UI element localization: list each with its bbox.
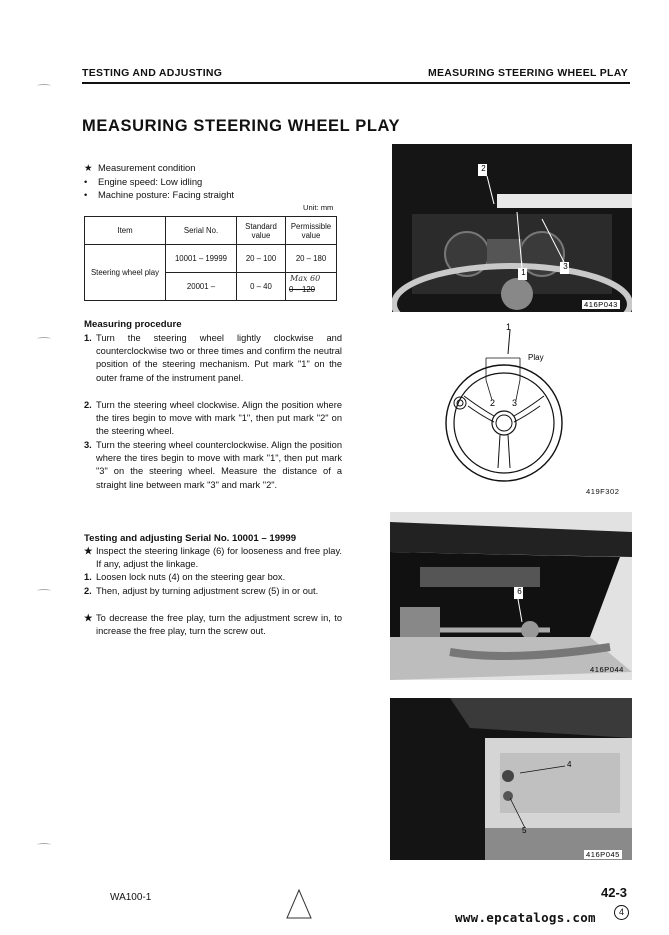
footer-model: WA100-1 bbox=[110, 892, 152, 903]
margin-mark bbox=[37, 337, 51, 341]
photo-steering-linkage bbox=[390, 512, 632, 680]
triangle-mark-icon bbox=[283, 888, 313, 922]
procedure-step: 3. Turn the steering wheel counterclockwise. Align the position where the tires begin to move with mark "1", then put mark "3" on the steering wheel. Measure the distance of a straight line between mark "3" and mark "2". bbox=[84, 440, 342, 490]
photo-instrument-panel bbox=[392, 144, 632, 312]
procedure-step: 1. Turn the steering wheel lightly clockwise and counterclockwise two or three times and confirm the neutral position of the steering mechanism. Put mark "1" on the outer frame of the instrument panel. bbox=[84, 333, 342, 383]
adjust-heading: Testing and adjusting Serial No. 10001 – 19999 bbox=[84, 533, 297, 544]
row-label: Steering wheel play bbox=[85, 245, 166, 301]
revision-circle: 4 bbox=[614, 905, 629, 920]
margin-mark bbox=[37, 589, 51, 593]
photo-label: 6 bbox=[517, 587, 522, 596]
steering-gearbox-image bbox=[390, 698, 632, 860]
th-item: Item bbox=[85, 217, 166, 245]
adjust-item: ★ Inspect the steering linkage (6) for looseness and free play. If any, adjust the linkage. bbox=[84, 546, 342, 570]
spec-table bbox=[84, 216, 337, 301]
figure-caption: 416P045 bbox=[586, 850, 620, 859]
procedure-step: 2. Turn the steering wheel clockwise. Align the position where the tires begin to move with mark "1", then put mark "2" on the steering wheel. bbox=[84, 400, 342, 437]
header-right: MEASURING STEERING WHEEL PLAY bbox=[427, 67, 628, 79]
struck-value: 0 – 120 bbox=[289, 285, 316, 294]
photo-label: 4 bbox=[567, 760, 572, 769]
th-standard: Standard value bbox=[237, 217, 286, 245]
condition-item: ★ Measurement condition bbox=[84, 162, 196, 173]
diagram-label: 2 bbox=[490, 398, 496, 408]
diagram-label: 3 bbox=[512, 398, 518, 408]
cell-standard: 0 – 40 bbox=[237, 273, 286, 301]
cell-serial: 20001 – bbox=[166, 273, 237, 301]
photo-label: 3 bbox=[563, 262, 568, 271]
diagram-label: 1 bbox=[506, 322, 512, 332]
cell-serial: 10001 – 19999 bbox=[166, 245, 237, 273]
procedure-heading: Measuring procedure bbox=[84, 319, 182, 330]
th-serial: Serial No. bbox=[166, 217, 237, 245]
th-permissible: Permissible value bbox=[286, 217, 337, 245]
adjust-item: ★ To decrease the free play, turn the adjustment screw in, to increase the free play, turn the screw out. bbox=[84, 613, 342, 637]
figure-caption: 416P044 bbox=[590, 665, 624, 674]
photo-label: 5 bbox=[522, 826, 527, 835]
steering-linkage-image bbox=[390, 512, 632, 680]
cell-standard: 20 – 100 bbox=[237, 245, 286, 273]
figure-caption: 416P043 bbox=[584, 300, 618, 309]
unit-label: Unit: mm bbox=[303, 203, 334, 212]
page-number: 42-3 bbox=[601, 885, 628, 900]
condition-item: • Engine speed: Low idling bbox=[84, 176, 203, 187]
photo-label: 1 bbox=[521, 268, 526, 277]
header-rule bbox=[82, 82, 630, 84]
figure-caption: 419F302 bbox=[586, 487, 620, 496]
condition-item: • Machine posture: Facing straight bbox=[84, 189, 235, 200]
header-left: TESTING AND ADJUSTING bbox=[82, 67, 223, 79]
cell-permissible bbox=[286, 273, 337, 301]
handwritten-note: Max 60 bbox=[290, 274, 321, 283]
diagram-label: Play bbox=[528, 353, 544, 362]
site-watermark: www.epcatalogs.com bbox=[455, 910, 596, 925]
adjust-item: 2. Then, adjust by turning adjustment screw (5) in or out. bbox=[84, 586, 319, 596]
instrument-panel-image bbox=[392, 144, 632, 312]
margin-mark bbox=[37, 843, 51, 847]
photo-label: 2 bbox=[481, 164, 486, 173]
adjust-item: 1. Loosen lock nuts (4) on the steering gear box. bbox=[84, 572, 286, 582]
photo-steering-gearbox bbox=[390, 698, 632, 860]
page-title: MEASURING STEERING WHEEL PLAY bbox=[82, 117, 401, 135]
cell-permissible: 20 – 180 bbox=[286, 245, 337, 273]
steering-wheel-diagram bbox=[440, 318, 610, 488]
margin-mark bbox=[37, 84, 51, 88]
